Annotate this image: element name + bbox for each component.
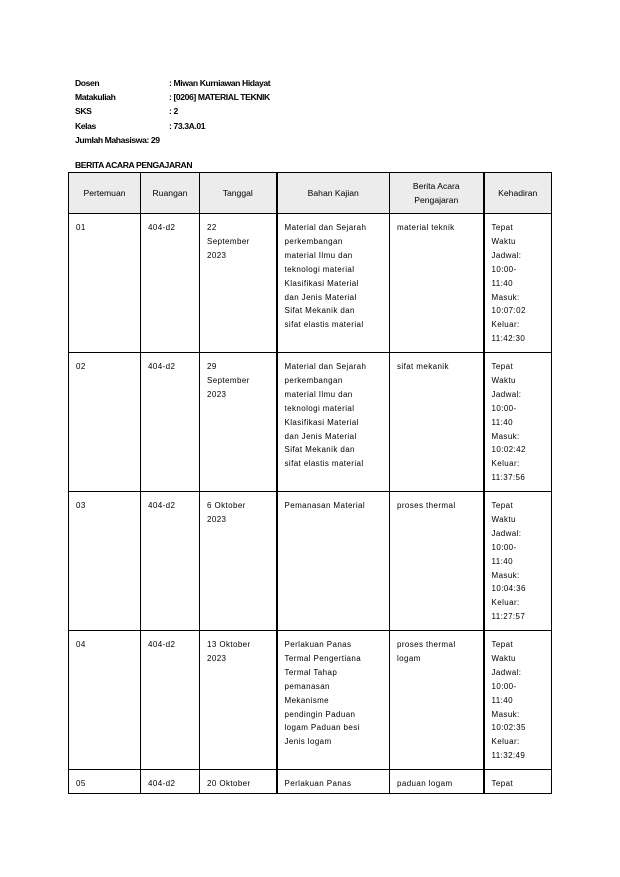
sks-value: : 2 xyxy=(169,106,178,117)
table-row xyxy=(69,353,552,492)
cell-kehadiran-line: 10:04:36 xyxy=(491,584,526,594)
cell-kehadiran-line: Tepat xyxy=(491,223,514,232)
matakuliah-value: : [0206] MATERIAL TEKNIK xyxy=(169,92,270,103)
col-header-berita-acara: Berita Acara Pengajaran xyxy=(390,173,484,214)
cell-bahan-kajian-line: perkembangan xyxy=(284,375,343,385)
cell-kehadiran-line: Waktu xyxy=(491,514,516,524)
kelas-row xyxy=(75,119,270,133)
cell-bahan-kajian-line: logam Paduan besi xyxy=(284,723,360,733)
cell-kehadiran-line: Tepat xyxy=(491,779,514,788)
jumlah-row xyxy=(75,133,270,147)
cell-kehadiran-line: 11:37:56 xyxy=(491,473,526,483)
cell-kehadiran-line: Masuk: xyxy=(491,709,520,719)
sks-label: SKS xyxy=(75,106,92,117)
cell-kehadiran-line: 11:42:30 xyxy=(491,334,526,344)
cell-bahan-kajian-line: dan Jenis Material xyxy=(284,431,357,441)
dosen-label: Dosen xyxy=(75,78,100,88)
cell-bahan-kajian-line: Perlakuan Panas xyxy=(284,640,352,649)
cell-kehadiran-line: Keluar: xyxy=(491,459,520,469)
cell-tanggal xyxy=(200,492,277,631)
col-header-pertemuan: Pertemuan xyxy=(69,173,141,214)
cell-bahan-kajian-line: Termal Pengertiana xyxy=(284,653,362,663)
cell-tanggal-line: 2023 xyxy=(207,250,227,260)
cell-kehadiran xyxy=(484,631,552,770)
kelas-value: : 73.3A.01 xyxy=(169,120,206,131)
cell-kehadiran xyxy=(484,214,552,353)
cell-bahan-kajian xyxy=(277,353,390,492)
cell-bahan-kajian-line: Material dan Sejarah xyxy=(284,362,367,371)
table-row xyxy=(69,770,552,794)
cell-ruangan: 404-d2 xyxy=(141,631,200,770)
cell-bahan-kajian xyxy=(277,492,390,631)
cell-kehadiran-line: 10:02:35 xyxy=(491,723,526,733)
jumlah-label: Jumlah Mahasiswa xyxy=(75,134,147,145)
cell-berita-acara-line: logam xyxy=(397,653,421,663)
cell-ruangan: 404-d2 xyxy=(141,492,200,631)
table-row xyxy=(69,214,552,353)
cell-kehadiran-line: Jadwal: xyxy=(491,528,522,538)
cell-pertemuan: 02 xyxy=(69,353,141,492)
cell-berita-acara xyxy=(390,770,484,794)
dosen-row xyxy=(75,76,270,90)
cell-bahan-kajian-line: perkembangan xyxy=(284,236,343,246)
cell-berita-acara-line: proses thermal xyxy=(397,640,456,649)
table-header-row xyxy=(69,173,552,214)
cell-bahan-kajian-line: Perlakuan Panas xyxy=(284,779,352,788)
cell-kehadiran xyxy=(484,492,552,631)
cell-kehadiran-line: Tepat xyxy=(491,501,514,510)
cell-bahan-kajian-line: sifat elastis material xyxy=(284,459,364,469)
cell-bahan-kajian-line: Jenis logam xyxy=(284,737,332,747)
cell-bahan-kajian-line: Material dan Sejarah xyxy=(284,223,367,232)
cell-kehadiran-line: Jadwal: xyxy=(491,389,522,399)
cell-kehadiran-line: Masuk: xyxy=(491,431,520,441)
col-header-ruangan: Ruangan xyxy=(141,173,200,214)
cell-kehadiran xyxy=(484,770,552,794)
cell-tanggal-line: 13 Oktober xyxy=(207,640,251,649)
cell-kehadiran-line: Waktu xyxy=(491,375,516,385)
cell-berita-acara-line: sifat mekanik xyxy=(397,362,449,371)
matakuliah-label: Matakuliah xyxy=(75,92,116,103)
cell-bahan-kajian xyxy=(277,631,390,770)
cell-bahan-kajian-line: teknologi material xyxy=(284,264,355,274)
berita-acara-table xyxy=(68,172,552,794)
cell-ruangan: 404-d2 xyxy=(141,214,200,353)
cell-kehadiran-line: Tepat xyxy=(491,640,514,649)
cell-kehadiran-line: 10:02:42 xyxy=(491,445,526,455)
cell-pertemuan: 05 xyxy=(69,770,141,794)
cell-berita-acara xyxy=(390,631,484,770)
cell-tanggal-line: 22 xyxy=(207,223,217,232)
cell-kehadiran-line: Jadwal: xyxy=(491,667,522,677)
dosen-value: : Miwan Kurniawan Hidayat xyxy=(169,78,271,88)
matakuliah-row xyxy=(75,90,270,104)
cell-tanggal xyxy=(200,214,277,353)
cell-bahan-kajian-line: Termal Tahap xyxy=(284,667,338,677)
cell-kehadiran-line: 10:00- xyxy=(491,264,517,274)
cell-kehadiran-line: 11:32:49 xyxy=(491,751,526,761)
cell-tanggal-line: 2023 xyxy=(207,653,227,663)
cell-kehadiran-line: Masuk: xyxy=(491,292,520,302)
cell-tanggal-line: September xyxy=(207,236,250,246)
cell-berita-acara-line: proses thermal xyxy=(397,501,456,510)
cell-kehadiran xyxy=(484,353,552,492)
cell-bahan-kajian-line: pemanasan xyxy=(284,681,330,691)
cell-bahan-kajian-line: sifat elastis material xyxy=(284,320,364,330)
cell-berita-acara xyxy=(390,214,484,353)
cell-tanggal xyxy=(200,770,277,794)
sks-row xyxy=(75,104,270,118)
col-header-tanggal: Tanggal xyxy=(200,173,277,214)
table-row xyxy=(69,631,552,770)
cell-bahan-kajian-line: Sifat Mekanik dan xyxy=(284,306,355,316)
cell-berita-acara-line: paduan logam xyxy=(397,779,453,788)
cell-pertemuan: 04 xyxy=(69,631,141,770)
cell-bahan-kajian-line: Sifat Mekanik dan xyxy=(284,445,355,455)
cell-kehadiran-line: Tepat xyxy=(491,362,514,371)
cell-bahan-kajian-line: Pemanasan Material xyxy=(284,501,366,510)
cell-berita-acara-line: material teknik xyxy=(397,223,455,232)
cell-kehadiran-line: 11:27:57 xyxy=(491,612,526,622)
cell-kehadiran-line: Jadwal: xyxy=(491,250,522,260)
kelas-label: Kelas xyxy=(75,120,96,131)
cell-bahan-kajian-line: Klasifikasi Material xyxy=(284,278,359,288)
header-info xyxy=(75,76,270,147)
cell-kehadiran-line: 10:00- xyxy=(491,681,517,691)
cell-kehadiran-line: Keluar: xyxy=(491,320,520,330)
cell-tanggal xyxy=(200,631,277,770)
col-header-bahan-kajian: Bahan Kajian xyxy=(277,173,390,214)
cell-ruangan: 404-d2 xyxy=(141,770,200,794)
cell-kehadiran-line: 10:00- xyxy=(491,542,517,552)
cell-berita-acara xyxy=(390,492,484,631)
cell-ruangan: 404-d2 xyxy=(141,353,200,492)
cell-bahan-kajian-line: Mekanisme xyxy=(284,695,330,705)
cell-pertemuan: 01 xyxy=(69,214,141,353)
cell-kehadiran-line: Keluar: xyxy=(491,737,520,747)
cell-kehadiran-line: 11:40 xyxy=(491,278,513,288)
cell-tanggal xyxy=(200,353,277,492)
col-header-kehadiran: Kehadiran xyxy=(484,173,552,214)
cell-bahan-kajian-line: material Ilmu dan xyxy=(284,250,353,260)
cell-bahan-kajian xyxy=(277,214,390,353)
jumlah-value: : 29 xyxy=(146,134,160,145)
cell-kehadiran-line: 11:40 xyxy=(491,695,513,705)
cell-kehadiran-line: 11:40 xyxy=(491,417,513,427)
cell-kehadiran-line: 10:07:02 xyxy=(491,306,526,316)
cell-tanggal-line: September xyxy=(207,375,250,385)
cell-bahan-kajian-line: teknologi material xyxy=(284,403,355,413)
cell-kehadiran-line: Waktu xyxy=(491,653,516,663)
cell-bahan-kajian-line: dan Jenis Material xyxy=(284,292,357,302)
cell-bahan-kajian-line: Klasifikasi Material xyxy=(284,417,359,427)
cell-bahan-kajian-line: pendingin Paduan xyxy=(284,709,356,719)
cell-bahan-kajian xyxy=(277,770,390,794)
cell-kehadiran-line: Masuk: xyxy=(491,570,520,580)
cell-kehadiran-line: Keluar: xyxy=(491,598,520,608)
cell-tanggal-line: 6 Oktober xyxy=(207,501,246,510)
table-row xyxy=(69,492,552,631)
cell-kehadiran-line: 10:00- xyxy=(491,403,517,413)
cell-tanggal-line: 2023 xyxy=(207,389,227,399)
cell-tanggal-line: 29 xyxy=(207,362,217,371)
section-title: BERITA ACARA PENGAJARAN xyxy=(75,160,193,170)
cell-kehadiran-line: Waktu xyxy=(491,236,516,246)
cell-kehadiran-line: 11:40 xyxy=(491,556,513,566)
cell-tanggal-line: 20 Oktober xyxy=(207,779,251,788)
cell-tanggal-line: 2023 xyxy=(207,514,227,524)
cell-pertemuan: 03 xyxy=(69,492,141,631)
cell-bahan-kajian-line: material Ilmu dan xyxy=(284,389,353,399)
cell-berita-acara xyxy=(390,353,484,492)
